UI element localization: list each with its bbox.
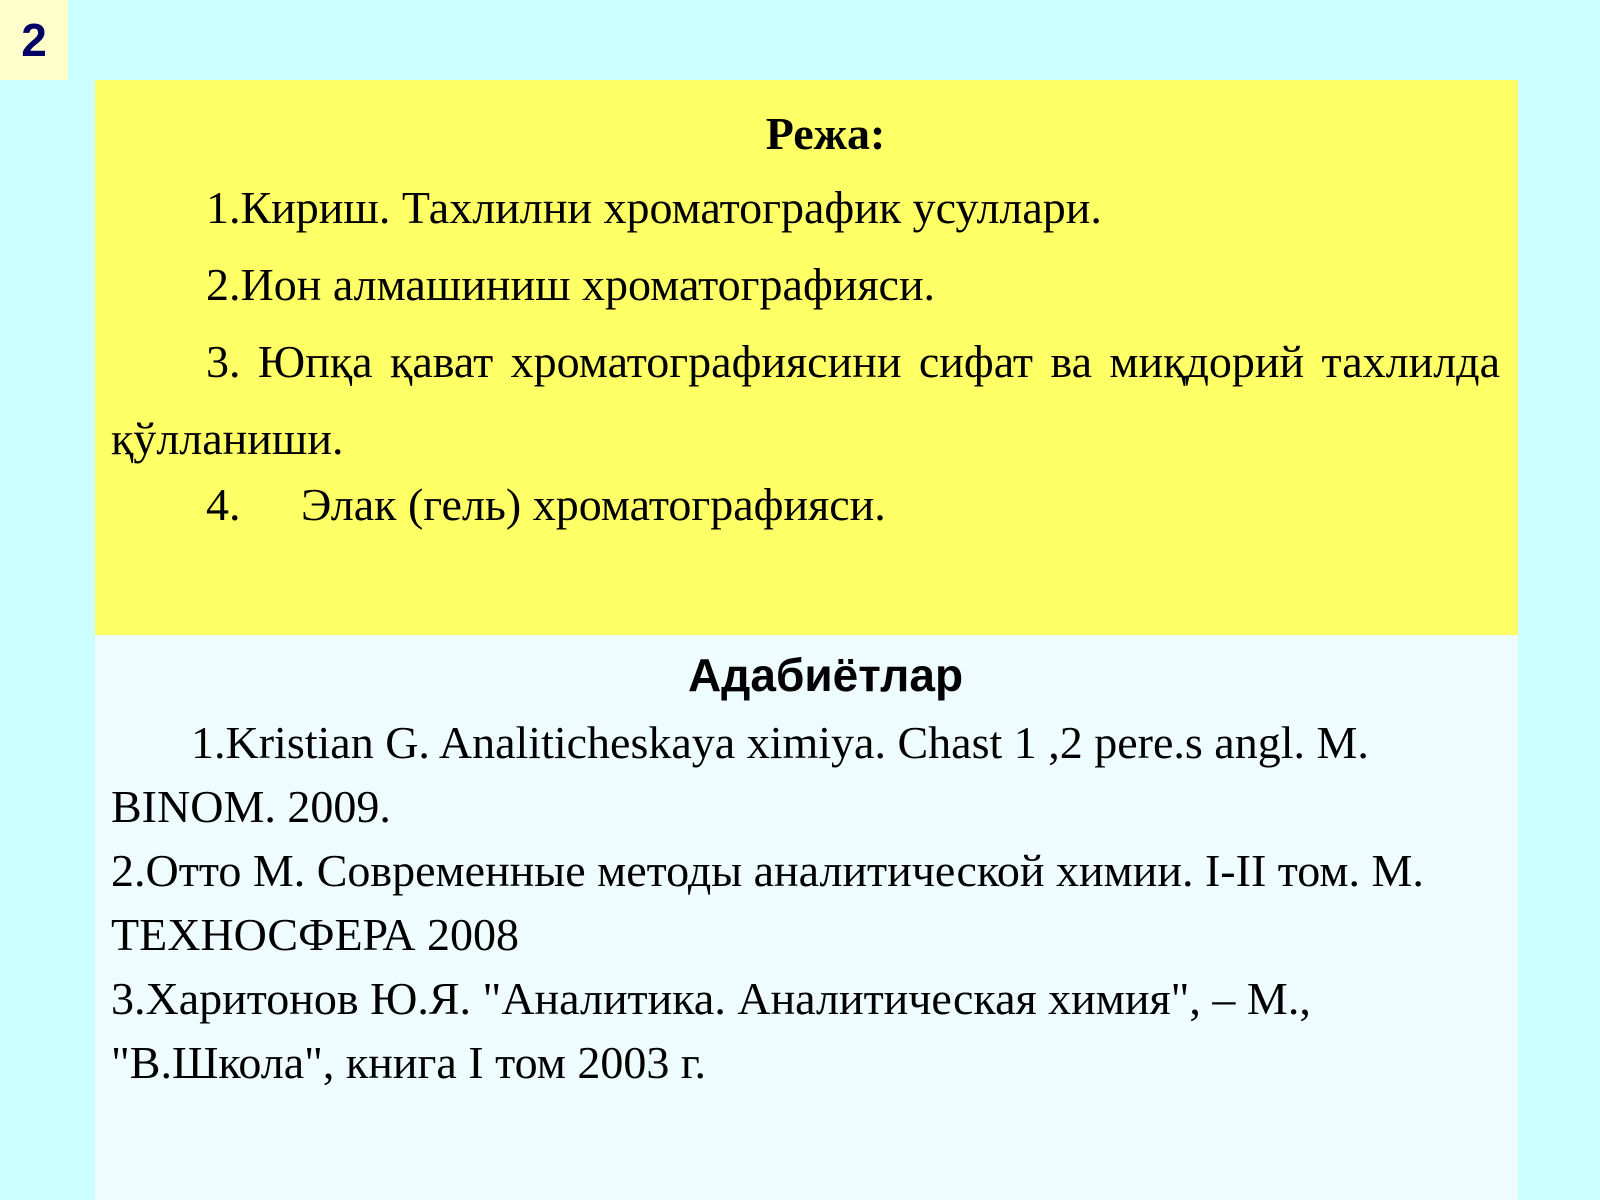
literature-item-2: 2.Отто М. Современные методы аналитической химии. I-II том. М. ТЕХНОСФЕРА 2008: [111, 845, 1424, 960]
plan-item-4: [111, 477, 1500, 533]
plan-section: [95, 80, 1518, 635]
slide-number: 2: [0, 0, 68, 80]
literature-item-1: 1.Kristian G. Analiticheskaya ximiya. Chast 1 ,2 pere.s angl. M. BINOM. 2009.: [111, 717, 1369, 832]
plan-item-text: 2.Ион алмашиниш хроматографияси.: [206, 259, 936, 310]
plan-item-text: 3. Юпқа қават хроматографиясини сифат ва миқдорий тахлилда қўлланиши.: [111, 336, 1500, 464]
plan-item-text: Элак (гель) хроматографияси.: [301, 479, 886, 530]
plan-item-text: 1.Кириш. Тахлилни хроматографик усуллари.: [206, 182, 1102, 233]
plan-item-1: [111, 180, 1500, 236]
literature-section: [95, 635, 1518, 1200]
plan-title: Режа:: [765, 108, 886, 159]
plan-item-3: [111, 323, 1500, 477]
plan-item-2: [111, 257, 1500, 313]
literature-item-3: 3.Харитонов Ю.Я. "Аналитика. Аналитическая химия", – М., "В.Школа", книга I том 2003 г.: [111, 973, 1311, 1088]
literature-title: Адабиётлар: [687, 649, 964, 701]
plan-item-number: 4.: [206, 479, 241, 530]
